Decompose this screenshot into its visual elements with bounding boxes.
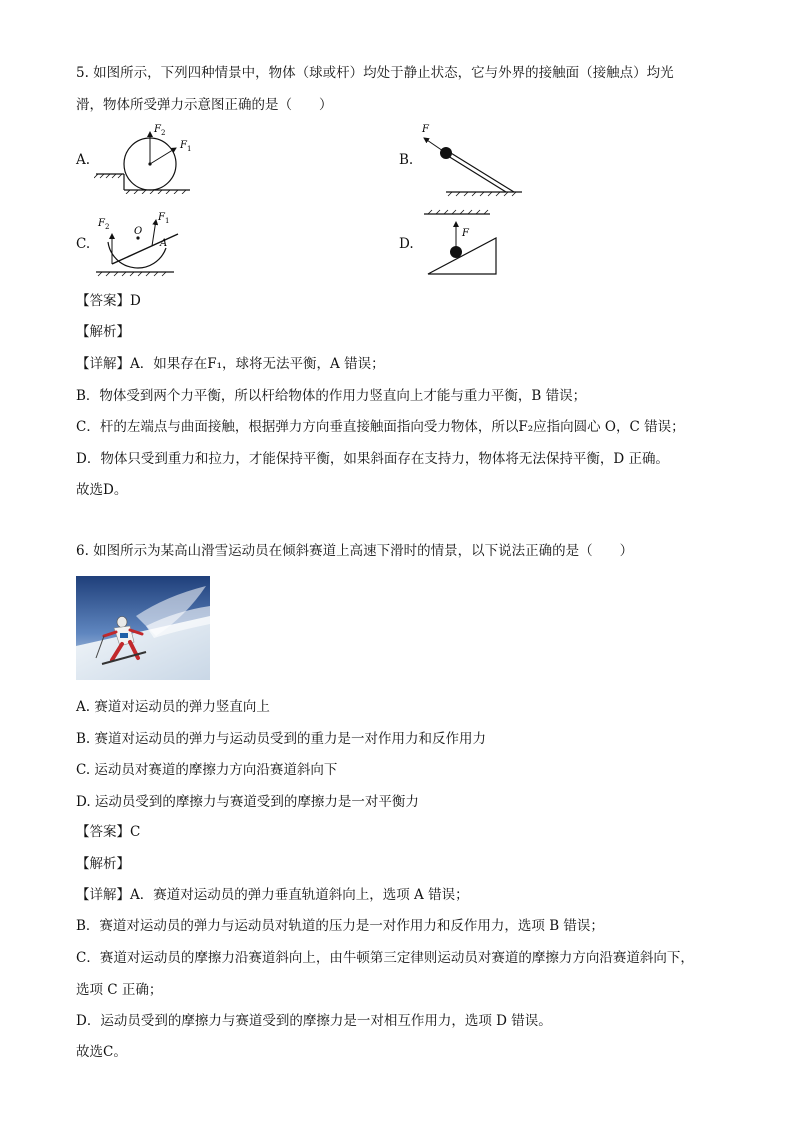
q6-option-c: C. 运动员对赛道的摩擦力方向沿赛道斜向下: [76, 762, 338, 778]
q5-option-b-label: B.: [399, 152, 414, 168]
q5-stem-line1: 5. 如图所示，下列四种情景中，物体（球或杆）均处于静止状态，它与外界的接触面（接触点）均光: [76, 65, 674, 81]
q5-detail-b: B．物体受到两个力平衡，所以杆给物体的作用力竖直向上才能与重力平衡，B 错误；: [76, 388, 587, 404]
q5-option-a-label: A.: [76, 152, 91, 168]
q5-detail-a: 【详解】A．如果存在F₁，球将无法平衡，A 错误；: [76, 356, 385, 372]
q5-a-f2-label: F: [154, 124, 161, 135]
q5-option-a-diagram: [94, 118, 194, 194]
q6-conclusion: 故选C。: [76, 1044, 127, 1060]
q5-c-o-label: O: [134, 226, 143, 237]
q5-b-f-label: F: [422, 124, 429, 135]
q5-c-f1-label: F: [158, 212, 165, 223]
q5-option-c-label: C.: [76, 236, 91, 252]
q5-option-d-diagram: [420, 206, 502, 278]
q5-option-c-diagram: [94, 208, 184, 280]
q5-option-b-diagram: [416, 118, 526, 200]
q6-analysis-tag: 【解析】: [76, 856, 130, 872]
q5-a-f1-label: F: [180, 140, 187, 151]
q6-option-d: D. 运动员受到的摩擦力与赛道受到的摩擦力是一对平衡力: [76, 794, 419, 810]
svg-text:1: 1: [187, 145, 192, 153]
q5-conclusion: 故选D。: [76, 482, 128, 498]
q6-detail-b: B．赛道对运动员的弹力与运动员对轨道的压力是一对作用力和反作用力，选项 B 错误；: [76, 918, 604, 934]
q5-analysis-tag: 【解析】: [76, 324, 130, 340]
q6-option-b: B. 赛道对运动员的弹力与运动员受到的重力是一对作用力和反作用力: [76, 731, 487, 747]
q5-detail-d: D．物体只受到重力和拉力，才能保持平衡，如果斜面存在支持力，物体将无法保持平衡，D 正确。: [76, 451, 669, 467]
q6-detail-c1: C．赛道对运动员的摩擦力沿赛道斜向上，由牛顿第三定律则运动员对赛道的摩擦力方向沿赛道斜向下，: [76, 950, 694, 966]
svg-text:1: 1: [165, 217, 170, 225]
q6-stem: 6. 如图所示为某高山滑雪运动员在倾斜赛道上高速下滑时的情景，以下说法正确的是（ ）: [76, 543, 634, 559]
q5-stem-line2: 滑，物体所受弹力示意图正确的是（ ）: [76, 97, 333, 113]
q5-detail-c: C．杆的左端点与曲面接触，根据弹力方向垂直接触面指向受力物体，所以F₂应指向圆心 O，C 错误；: [76, 419, 685, 435]
q5-option-d-label: D.: [399, 236, 414, 252]
q6-answer: 【答案】C: [76, 824, 141, 840]
q5-c-f2-label: F: [98, 218, 105, 229]
q6-option-a: A. 赛道对运动员的弹力竖直向上: [76, 699, 270, 715]
q6-detail-d: D．运动员受到的摩擦力与赛道受到的摩擦力是一对相互作用力，选项 D 错误。: [76, 1013, 552, 1029]
q5-c-a-label: A: [160, 238, 168, 249]
q5-d-f-label: F: [462, 228, 469, 239]
skier-photo-illustration: [76, 576, 210, 680]
q6-detail-c2: 选项 C 正确；: [76, 982, 163, 998]
svg-text:2: 2: [161, 129, 166, 137]
skier-photo: [76, 576, 210, 680]
q6-detail-a: 【详解】A．赛道对运动员的弹力垂直轨道斜向上，选项 A 错误；: [76, 887, 469, 903]
q5-answer: 【答案】D: [76, 293, 141, 309]
svg-text:2: 2: [105, 223, 110, 231]
